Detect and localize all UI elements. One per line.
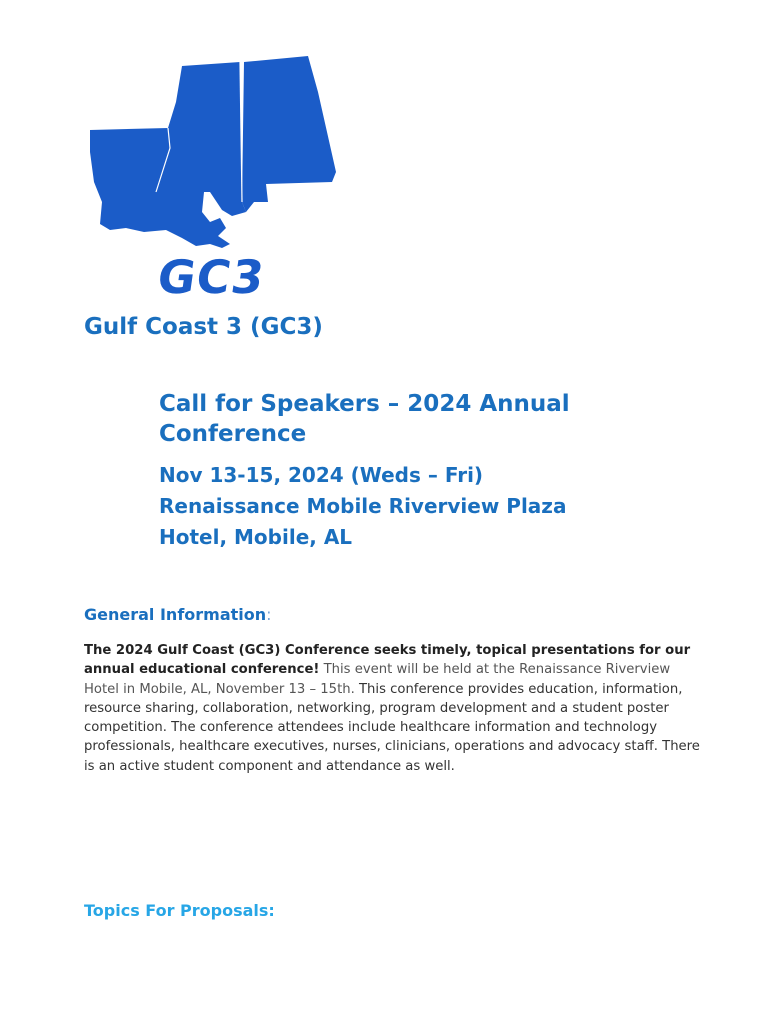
logo-wordmark: GC3 xyxy=(154,250,269,304)
event-venue-line-1: Renaissance Mobile Riverview Plaza xyxy=(159,494,567,518)
event-details xyxy=(159,460,679,553)
topics-heading: Topics For Proposals: xyxy=(84,901,275,920)
general-heading-colon: : xyxy=(266,605,272,624)
general-body-text: This conference provides education, information, resource sharing, collaboration, networking, program development and a student poster competition. The conference attendees include healthcare information and technology professionals, healthcare executives, nurses, clinicians, operations and advocacy staff. There is an active student component and attendance as well. xyxy=(84,681,700,774)
general-heading-text: General Information xyxy=(84,605,267,624)
call-for-speakers-title: Call for Speakers – 2024 Annual Conference xyxy=(159,391,570,447)
general-information-paragraph xyxy=(84,641,704,776)
general-information-heading xyxy=(84,605,272,624)
general-lead-sentence: The 2024 Gulf Coast (GC3) Conference seeks timely, topical presentations for our annual educational conference! xyxy=(84,643,691,678)
alabama-shape xyxy=(242,56,336,212)
event-venue-line-2: Hotel, Mobile, AL xyxy=(159,525,353,549)
general-location-sentence: This event will be held at the Renaissance Riverview Hotel in Mobile, AL, November 13 – 15th. xyxy=(84,662,671,697)
organization-title: Gulf Coast 3 (GC3) xyxy=(84,314,323,340)
event-date: Nov 13-15, 2024 (Weds – Fri) xyxy=(159,463,484,487)
